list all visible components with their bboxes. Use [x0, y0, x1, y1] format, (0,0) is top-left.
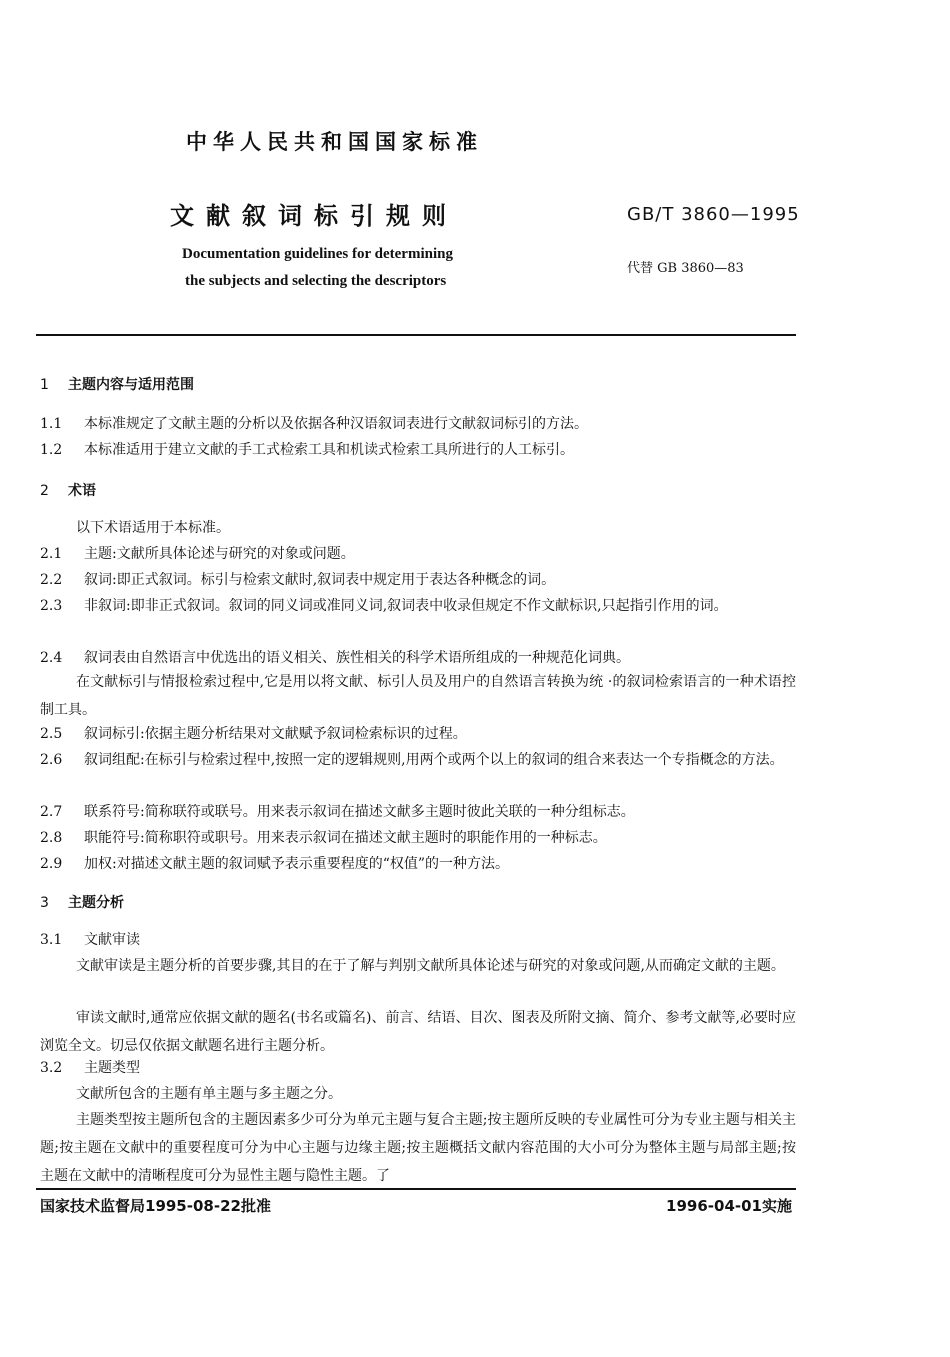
- section-3-heading: [40, 892, 124, 912]
- english-title-line-1: Documentation guidelines for determining: [182, 246, 453, 262]
- clause-1-2: [40, 436, 796, 464]
- clause-text: 叙词组配:在标引与检索过程中,按照一定的逻辑规则,用两个或两个以上的叙词的组合来表达一个专指概念的方法。: [84, 752, 784, 768]
- clause-text: 非叙词:即非正式叙词。叙词的同义词或准同义词,叙词表中收录但规定不作文献标识,只起指引作用的词。: [84, 598, 728, 614]
- clause-number: 3.1: [40, 932, 63, 948]
- clause-2-5: [40, 720, 796, 748]
- clause-number: 1.1: [40, 416, 63, 432]
- terms-intro: 以下术语适用于本标准。: [76, 520, 230, 536]
- clause-2-2: [40, 566, 796, 594]
- clause-text: 叙词表由自然语言中优选出的语义相关、族性相关的科学术语所组成的一种规范化词典。: [84, 650, 630, 666]
- clause-2-8: [40, 824, 796, 852]
- clause-text: 加权:对描述文献主题的叙词赋予表示重要程度的“权值”的一种方法。: [84, 856, 510, 872]
- effective-date: 1996-04-01实施: [666, 1197, 792, 1215]
- clause-text: 叙词标引:依据主题分析结果对文献赋予叙词检索标识的过程。: [84, 726, 467, 742]
- section-1-heading: [40, 374, 194, 394]
- section-number: 2: [40, 483, 49, 499]
- clause-number: 1.2: [40, 442, 63, 458]
- clause-2-3: [40, 592, 796, 620]
- section-title: 主题内容与适用范围: [68, 377, 194, 393]
- clause-3-2-para-b: 主题类型按主题所包含的主题因素多少可分为单元主题与复合主题;按主题所反映的专业属性可分为专业主题与相关主题;按主题在文献中的重要程度可分为中心主题与边缘主题;按主题概括文献内容范围的大小可分为整体主题与局部主题;按主题在文献中的清晰程度可分为显性主题与隐性主题。了: [40, 1112, 796, 1184]
- section-2-heading: [40, 480, 96, 500]
- clause-3-2-para-a: 文献所包含的主题有单主题与多主题之分。: [76, 1086, 342, 1102]
- clause-number: 2.6: [40, 752, 63, 768]
- clause-number: 3.2: [40, 1060, 63, 1076]
- clause-3-1-para-a: 文献审读是主题分析的首要步骤,其目的在于了解与判别文献所具体论述与研究的对象或问题,从而确定文献的主题。: [76, 958, 785, 974]
- clause-number: 2.2: [40, 572, 63, 588]
- section-title: 术语: [68, 483, 96, 499]
- clause-text: 主题类型: [84, 1060, 140, 1076]
- clause-number: 2.7: [40, 804, 63, 820]
- clause-2-1: [40, 540, 796, 568]
- replaces-note: 代替 GB 3860—83: [627, 261, 744, 276]
- clause-1-1: [40, 410, 796, 438]
- clause-text: 联系符号:简称联符或联号。用来表示叙词在描述文献多主题时彼此关联的一种分组标志。: [84, 804, 635, 820]
- clause-number: 2.9: [40, 856, 63, 872]
- document-title: 文献叙词标引规则: [170, 202, 458, 230]
- section-title: 主题分析: [68, 895, 124, 911]
- clause-3-1: [40, 926, 796, 954]
- clause-2-9: [40, 850, 796, 878]
- footer-divider: [36, 1188, 796, 1190]
- clause-text: 职能符号:简称职符或职号。用来表示叙词在描述文献主题时的职能作用的一种标志。: [84, 830, 607, 846]
- clause-text: 主题:文献所具体论述与研究的对象或问题。: [84, 546, 355, 562]
- clause-text: 文献审读: [84, 932, 140, 948]
- clause-2-4-continued: 在文献标引与情报检索过程中,它是用以将文献、标引人员及用户的自然语言转换为统 ·的叙词检索语言的一种术语控制工具。: [40, 674, 796, 718]
- org-title: 中华人民共和国国家标准: [186, 130, 483, 154]
- clause-3-1-para-b: 审读文献时,通常应依据文献的题名(书名或篇名)、前言、结语、目次、图表及所附文摘、简介、参考文献等,必要时应浏览全文。切忌仅依据文献题名进行主题分析。: [40, 1010, 796, 1054]
- clause-number: 2.1: [40, 546, 63, 562]
- standard-number: GB/T 3860—1995: [627, 204, 800, 225]
- section-number: 3: [40, 895, 49, 911]
- clause-2-6: [40, 746, 796, 774]
- section-number: 1: [40, 377, 49, 393]
- english-title-line-2: the subjects and selecting the descriptors: [185, 273, 447, 289]
- header-divider: [36, 334, 796, 336]
- clause-3-2: [40, 1054, 796, 1082]
- clause-text: 本标准规定了文献主题的分析以及依据各种汉语叙词表进行文献叙词标引的方法。: [84, 416, 588, 432]
- clause-2-7: [40, 798, 796, 826]
- clause-number: 2.8: [40, 830, 63, 846]
- clause-number: 2.5: [40, 726, 63, 742]
- approval-date: 国家技术监督局1995-08-22批准: [40, 1197, 271, 1215]
- clause-text: 叙词:即正式叙词。标引与检索文献时,叙词表中规定用于表达各种概念的词。: [84, 572, 556, 588]
- clause-number: 2.4: [40, 650, 63, 666]
- clause-number: 2.3: [40, 598, 63, 614]
- clause-text: 本标准适用于建立文献的手工式检索工具和机读式检索工具所进行的人工标引。: [84, 442, 574, 458]
